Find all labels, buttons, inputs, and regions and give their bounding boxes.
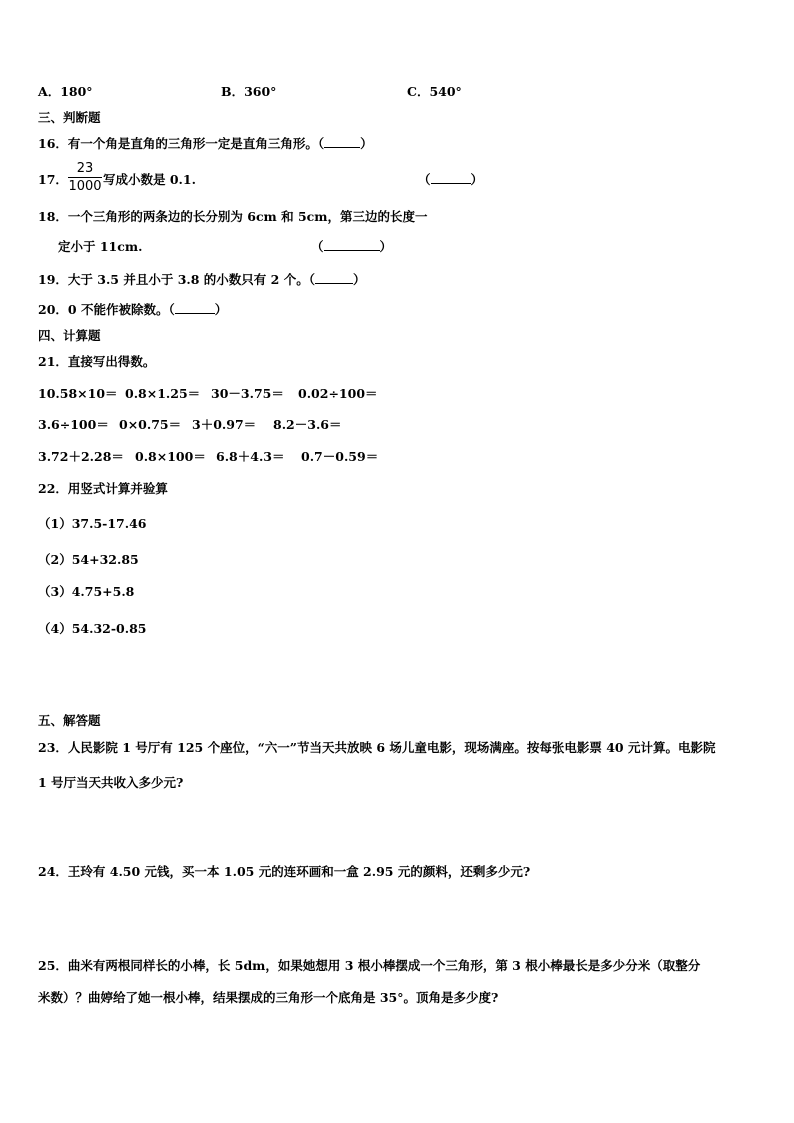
question-25-line2: 米数）？曲婷给了她一根小棒，结果摆成的三角形一个底角是 35°。顶角是多少度?	[38, 990, 499, 1005]
calc-item: 8.2－3.6＝	[273, 417, 342, 432]
question-23-line2: 1 号厅当天共收入多少元?	[38, 775, 184, 790]
answer-blank	[175, 302, 215, 314]
calc-item: 3＋0.97＝	[192, 417, 257, 432]
question-17-paren	[418, 172, 483, 188]
question-22-item: （2）54+32.85	[38, 552, 139, 567]
paren-close: ）	[470, 172, 484, 187]
fraction-bar	[68, 177, 102, 178]
question-22-item: （4）54.32-0.85	[38, 621, 147, 636]
question-18-line1: 18．一个三角形的两条边的长分别为 6cm 和 5cm，第三边的长度一	[38, 209, 428, 224]
question-18-paren	[311, 239, 392, 255]
answer-blank	[324, 136, 360, 148]
answer-blank	[315, 272, 353, 284]
question-22-item: （3）4.75+5.8	[38, 584, 135, 599]
calc-item: 3.72＋2.28＝	[38, 449, 124, 464]
question-19-text: 19．大于 3.5 并且小于 3.8 的小数只有 2 个。（	[38, 272, 315, 287]
fraction-denominator: 1000	[68, 179, 102, 194]
fraction-numerator: 23	[76, 161, 94, 176]
question-17-text: 写成小数是 0.1.	[103, 172, 196, 187]
question-19	[38, 272, 365, 288]
paren-open: （	[418, 172, 431, 187]
calc-item: 6.8＋4.3＝	[216, 449, 285, 464]
paren-close: ）	[352, 272, 366, 287]
paren-open: （	[311, 239, 324, 254]
paren-close: ）	[214, 302, 228, 317]
answer-blank	[324, 239, 380, 251]
question-20	[38, 302, 227, 318]
section-title-calculation: 四、计算题	[38, 328, 101, 343]
question-16-text: 16．有一个角是直角的三角形一定是直角三角形。（	[38, 136, 325, 151]
option-b: B．360°	[221, 84, 277, 99]
question-23-line1: 23．人民影院 1 号厅有 125 个座位，“六一”节当天共放映 6 场儿童电影，现场满座。按每张电影票 40 元计算。电影院	[38, 740, 716, 755]
calc-item: 0.7－0.59＝	[301, 449, 379, 464]
fraction	[68, 161, 102, 194]
question-21-title: 21．直接写出得数。	[38, 354, 156, 369]
calc-item: 0.8×100＝	[135, 449, 206, 464]
calc-item: 0×0.75＝	[119, 417, 182, 432]
answer-blank	[431, 172, 471, 184]
question-16	[38, 136, 373, 152]
question-22-title: 22．用竖式计算并验算	[38, 481, 168, 496]
calc-item: 30－3.75＝	[211, 386, 284, 401]
section-title-judgement: 三、判断题	[38, 110, 101, 125]
paren-close: ）	[360, 136, 373, 151]
paren-close: ）	[379, 239, 393, 254]
question-20-text: 20．0 不能作被除数。（	[38, 302, 175, 317]
question-18-line2: 定小于 11cm.	[58, 239, 143, 254]
calc-item: 3.6÷100＝	[38, 417, 109, 432]
question-22-item: （1）37.5-17.46	[38, 516, 147, 531]
calc-item: 0.02÷100＝	[298, 386, 378, 401]
option-a: A．180°	[38, 84, 93, 99]
calc-item: 10.58×10＝	[38, 386, 118, 401]
calc-item: 0.8×1.25＝	[125, 386, 201, 401]
question-24: 24．王玲有 4.50 元钱，买一本 1.05 元的连环画和一盒 2.95 元的颜料，还剩多少元?	[38, 864, 531, 879]
question-25-line1: 25．曲米有两根同样长的小棒，长 5dm，如果她想用 3 根小棒摆成一个三角形，第 3 根小棒最长是多少分米（取整分	[38, 958, 701, 973]
question-17-prefix: 17．	[38, 172, 68, 187]
section-title-solutions: 五、解答题	[38, 713, 101, 728]
option-c: C．540°	[407, 84, 462, 99]
